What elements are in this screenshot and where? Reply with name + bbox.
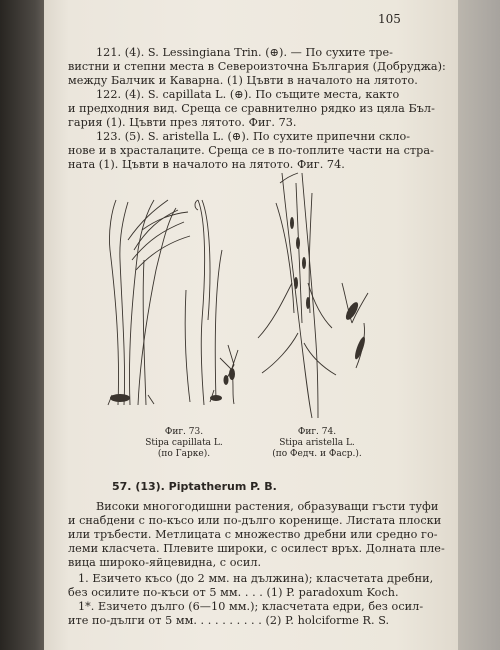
caption-figure-number: Фиг. 74. bbox=[297, 427, 337, 437]
caption-species: Stipa aristella L. bbox=[279, 438, 355, 448]
description-line: или тръбести. Метлицата с множество дребни или средно го- bbox=[68, 528, 438, 541]
genus-heading: 57. (13). Piptatherum P. B. bbox=[112, 480, 277, 493]
key-line: без осилите по-къси от 5 мм. . . . (1) P. paradoxum Koch. bbox=[68, 586, 399, 599]
caption-source: (по Гарке). bbox=[157, 449, 211, 459]
entry-line: и предходния вид. Среща се сравнително рядко из цяла Бъл- bbox=[68, 102, 435, 115]
entry-line: нове и в храсталаците. Среща се в по-топлите части на стра- bbox=[68, 144, 434, 157]
entry-line: гария (1). Цъвти през лятото. Фиг. 73. bbox=[68, 116, 297, 129]
page-number: 105 bbox=[378, 12, 401, 26]
description-line: и снабдени с по-късо или по-дълго коренище. Листата плоски bbox=[68, 514, 442, 527]
key-line: 1. Езичето късо (до 2 мм. на дължина); класчетата дребни, bbox=[78, 572, 434, 585]
key-line: ите по-дълги от 5 мм. . . . . . . . . . (2) P. holciforme R. S. bbox=[68, 614, 390, 627]
entry-line: 123. (5). S. aristella L. (⊕). По сухите припечни скло- bbox=[96, 130, 411, 143]
figure-73-caption bbox=[134, 427, 234, 460]
figure-74-illustration bbox=[252, 163, 372, 425]
caption-species: Stipa capillata L. bbox=[145, 438, 223, 448]
entry-line: ната (1). Цъвти в началото на лятото. Фиг. 74. bbox=[68, 158, 345, 171]
book-spine-shadow bbox=[0, 0, 50, 650]
description-line: вица широко-яйцевидна, с осил. bbox=[68, 556, 262, 569]
entry-line: 122. (4). S. capillata L. (⊕). По същите места, както bbox=[96, 88, 400, 101]
key-line: 1*. Езичето дълго (6—10 мм.); класчетата едри, без осил- bbox=[78, 600, 424, 613]
description-line: Високи многогодишни растения, образуващи гъсти туфи bbox=[96, 500, 439, 513]
caption-figure-number: Фиг. 73. bbox=[164, 427, 204, 437]
figure-73-illustration bbox=[98, 190, 248, 420]
entry-line: вистни и степни места в Североизточна България (Добруджа): bbox=[68, 60, 446, 73]
caption-source: (по Федч. и Фаср.). bbox=[272, 449, 362, 459]
book-page bbox=[44, 0, 458, 650]
description-line: леми класчета. Плевите широки, с осилест връх. Долната пле- bbox=[68, 542, 445, 555]
figure-74-caption bbox=[257, 427, 377, 460]
entry-line: 121. (4). S. Lessingiana Trin. (⊕). — По сухите тре- bbox=[96, 46, 394, 59]
facing-page-edge bbox=[455, 0, 500, 650]
entry-line: между Балчик и Каварна. (1) Цъвти в началото на лятото. bbox=[68, 74, 418, 87]
